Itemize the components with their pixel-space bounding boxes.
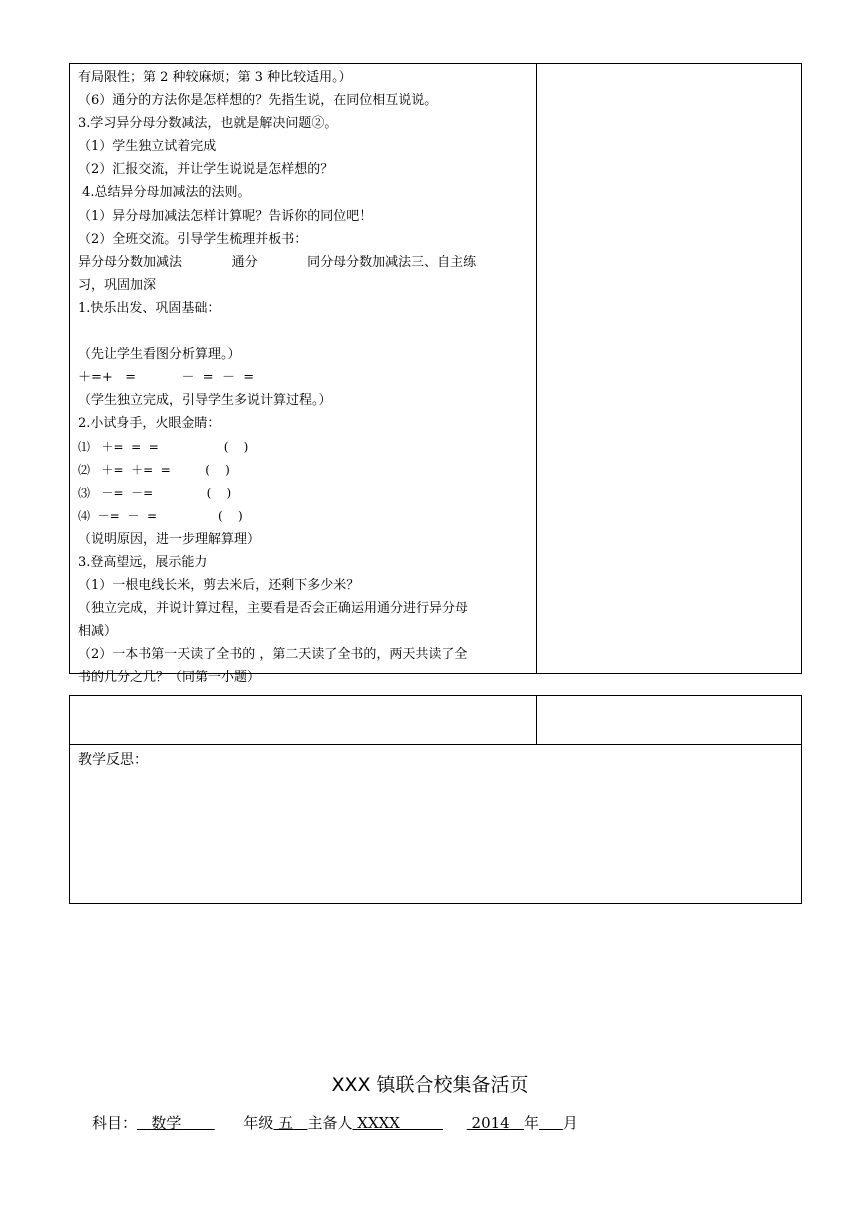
lesson-line: （2）全班交流。引导学生梳理并板书：	[78, 231, 308, 247]
lesson-line: ＋=+ = － = － =	[78, 370, 255, 386]
lesson-line: 4.总结异分母加减法的法则。	[78, 185, 251, 201]
grade-label: 年级	[243, 1114, 274, 1132]
lesson-line: ⑴ ＋= = = ( )	[78, 439, 249, 454]
lesson-line: 异分母分数加减法 通分 同分母分数加减法三、自主练	[78, 254, 477, 270]
lesson-line: 有局限性；第 2 种较麻烦；第 3 种比较适用。）	[78, 70, 352, 85]
grade-value: 五	[278, 1114, 294, 1132]
page-title: XXX 镇联合校集备活页	[331, 1074, 529, 1096]
lesson-line: （1）一根电线长米，剪去米后，还剩下多少米？	[78, 578, 360, 594]
lesson-line: （独立完成，并说计算过程，主要看是否会正确运用通分进行异分母	[78, 601, 469, 617]
month-value	[539, 1114, 563, 1132]
footer-info	[92, 1112, 578, 1133]
lesson-line: （2）一本书第一天读了全书的 ，第二天读了全书的，两天共读了全	[78, 647, 468, 663]
lesson-table-divider	[536, 63, 537, 674]
month-label: 月	[562, 1114, 578, 1132]
lesson-line: （1）学生独立试着完成	[78, 139, 217, 155]
lesson-line: 相减）	[78, 624, 118, 640]
lesson-line: 1.快乐出发、巩固基础：	[78, 300, 221, 316]
lesson-line: （6）通分的方法你是怎样想的？先指生说，在同位相互说说。	[78, 93, 438, 109]
reflection-table-divider	[536, 695, 537, 744]
lesson-line: （学生独立完成，引导学生多说计算过程。）	[78, 393, 332, 409]
lesson-line: 2.小试身手，火眼金睛：	[78, 416, 221, 432]
reflection-table	[69, 695, 802, 904]
lesson-line	[78, 320, 534, 343]
preparer-value: XXXX	[357, 1114, 400, 1132]
lesson-line: ⑵ ＋= ＋= = ( )	[78, 462, 230, 477]
lesson-line: ⑷ －= － = ( )	[78, 508, 243, 523]
reflection-table-row-line	[69, 744, 802, 745]
lesson-line: 书的几分之几？（同第一小题）	[78, 670, 261, 686]
lesson-line: （1）异分母加减法怎样计算呢？告诉你的同位吧！	[78, 208, 373, 224]
subject-label: 科目：	[92, 1114, 138, 1132]
year-value: 2014	[471, 1114, 510, 1132]
lesson-line: （说明原因，进一步理解算理）	[78, 531, 261, 547]
lesson-line: ⑶ －= －= ( )	[78, 485, 232, 500]
lesson-line: 3.登高望远，展示能力	[78, 554, 208, 570]
lesson-line: 习，巩固加深	[78, 277, 157, 293]
subject-value: 数学	[151, 1114, 182, 1132]
lesson-content	[78, 66, 534, 690]
lesson-line: （先让学生看图分析算理。）	[78, 347, 241, 363]
reflection-label: 教学反思：	[78, 752, 148, 768]
lesson-line: 3.学习异分母分数减法，也就是解决问题②。	[78, 116, 338, 132]
lesson-line: （2）汇报交流，并让学生说说是怎样想的？	[78, 162, 334, 178]
year-label: 年	[524, 1114, 540, 1132]
preparer-label: 主备人	[307, 1114, 353, 1132]
